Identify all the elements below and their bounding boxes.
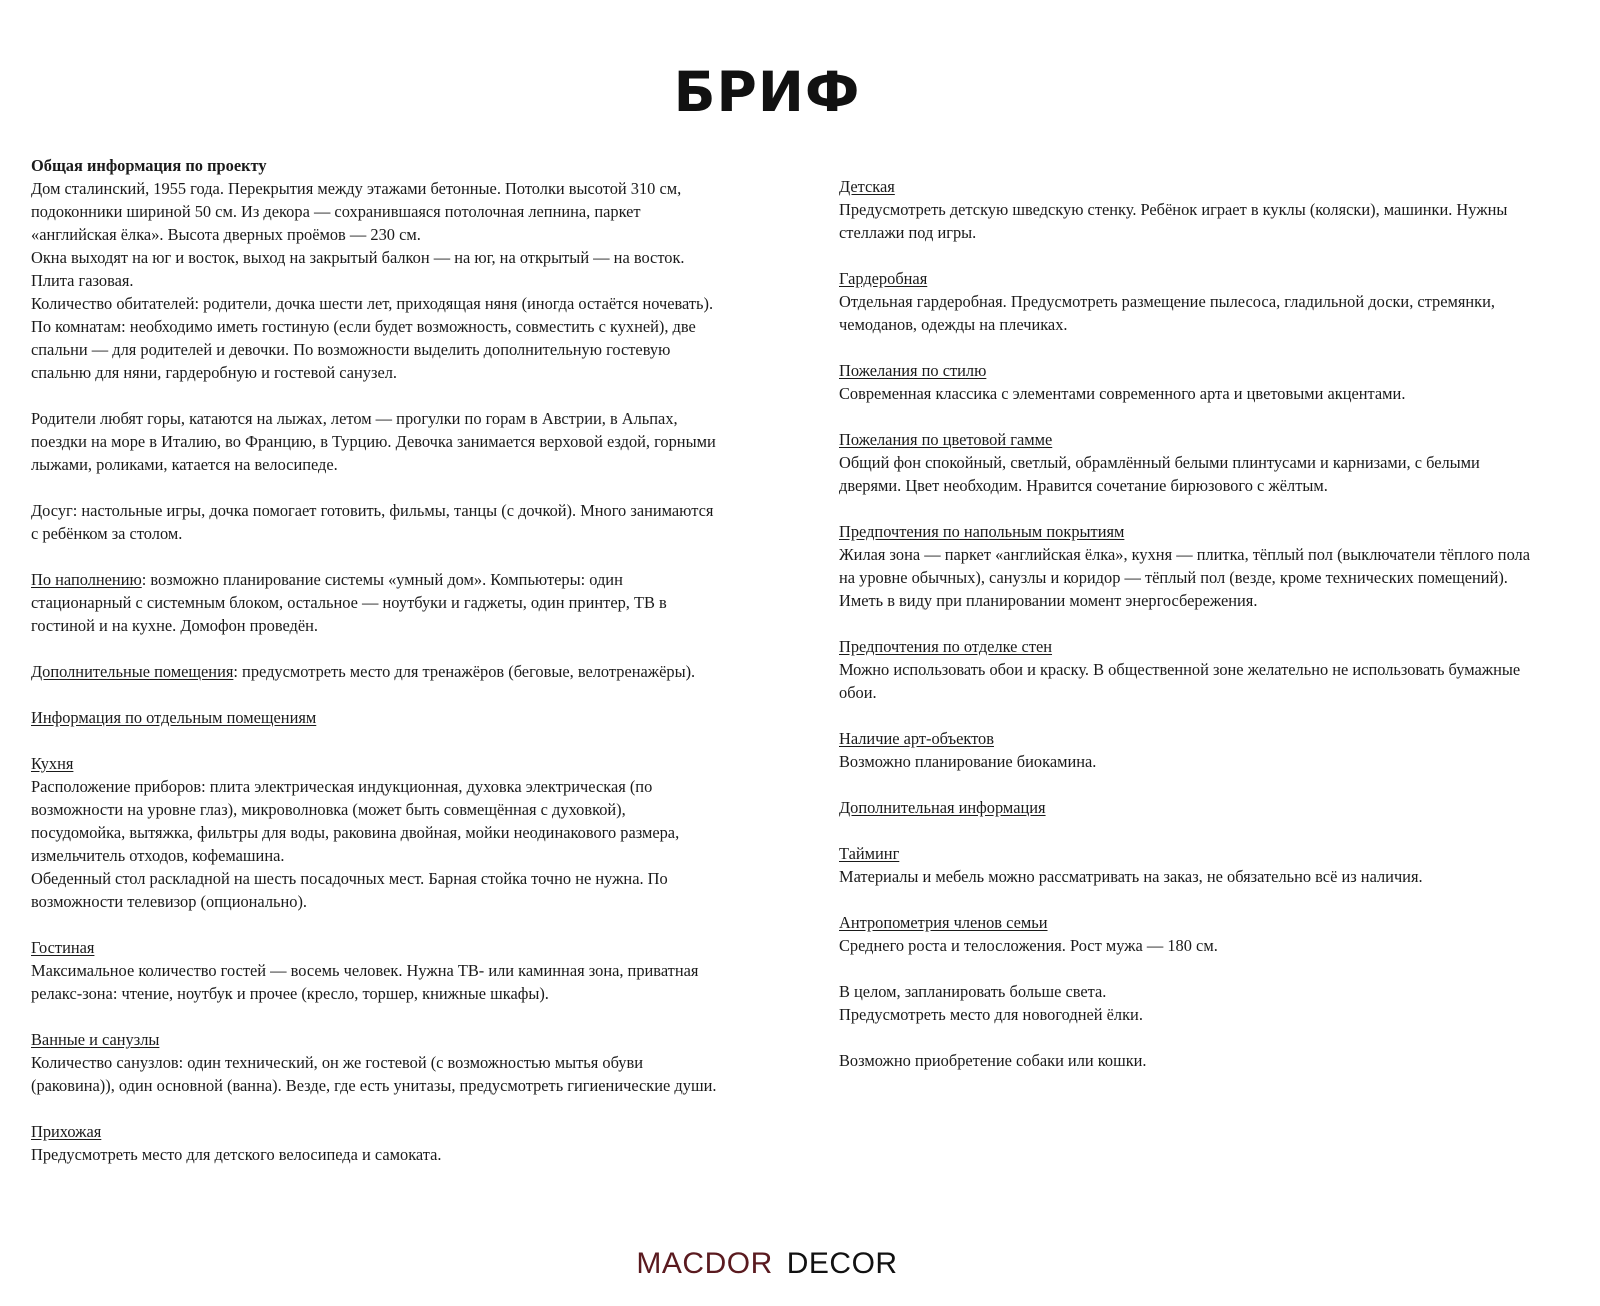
style-section xyxy=(839,359,1589,405)
leisure-line: Досуг: настольные игры, дочка помогает готовить, фильмы, танцы (с дочкой). Много занимаются xyxy=(31,501,714,520)
pets-section xyxy=(839,1049,1589,1072)
wardrobe-line: чемоданов, одежды на плечиках. xyxy=(839,315,1068,334)
kitchen-line: Обеденный стол раскладной на шесть посадочных мест. Барная стойка точно не нужна. По xyxy=(31,869,668,888)
page-title: БРИФ xyxy=(673,59,861,124)
extra-rooms-label: Дополнительные помещения xyxy=(31,662,234,681)
kitchen-heading: Кухня xyxy=(31,754,74,773)
rooms-info-heading: Информация по отдельным помещениям xyxy=(31,708,317,727)
kitchen-section xyxy=(31,752,771,913)
style-heading: Пожелания по стилю xyxy=(839,361,987,380)
kids-line: Предусмотреть детскую шведскую стенку. Ребёнок играет в куклы (коляски), машинки. Нужны xyxy=(839,200,1508,219)
timing-section xyxy=(839,842,1589,888)
art-line: Возможно планирование биокамина. xyxy=(839,752,1097,771)
wardrobe-heading: Гардеробная xyxy=(839,269,928,288)
pets-line: Возможно приобретение собаки или кошки. xyxy=(839,1051,1147,1070)
kitchen-line: Расположение приборов: плита электрическая индукционная, духовка электрическая (по xyxy=(31,777,653,796)
general-info-heading: Общая информация по проекту xyxy=(31,156,267,175)
art-section xyxy=(839,727,1589,773)
general-info-section xyxy=(31,154,771,384)
notes-section xyxy=(839,980,1589,1026)
bathrooms-section xyxy=(31,1028,771,1097)
floors-line: на уровне обычных), санузлы и коридор — тёплый пол (везде, кроме технических помещений). xyxy=(839,568,1508,587)
general-info-line: Окна выходят на юг и восток, выход на закрытый балкон — на юг, на открытый — на восток. xyxy=(31,248,685,267)
right-column xyxy=(839,175,1589,1095)
floors-section xyxy=(839,520,1589,612)
kids-heading: Детская xyxy=(839,177,895,196)
leisure-section xyxy=(31,499,771,545)
logo-word-macdor: MACDOR xyxy=(636,1247,773,1280)
filling-section xyxy=(31,568,771,637)
bathrooms-line: (раковина)), один основной (ванна). Везде, где есть унитазы, предусмотреть гигиенические души. xyxy=(31,1076,717,1095)
anthropometry-line: Среднего роста и телосложения. Рост мужа — 180 см. xyxy=(839,936,1218,955)
walls-heading: Предпочтения по отделке стен xyxy=(839,637,1053,656)
filling-first-line xyxy=(31,568,771,591)
hallway-line: Предусмотреть место для детского велосипеда и самоката. xyxy=(31,1145,442,1164)
bathrooms-heading: Ванные и санузлы xyxy=(31,1030,160,1049)
kitchen-line: измельчитель отходов, кофемашина. xyxy=(31,846,285,865)
wardrobe-line: Отдельная гардеробная. Предусмотреть размещение пылесоса, гладильной доски, стремянки, xyxy=(839,292,1496,311)
hallway-heading: Прихожая xyxy=(31,1122,102,1141)
notes-line: В целом, запланировать больше света. xyxy=(839,982,1107,1001)
colors-heading: Пожелания по цветовой гамме xyxy=(839,430,1053,449)
floors-line: Иметь в виду при планировании момент энергосбережения. xyxy=(839,591,1258,610)
walls-section xyxy=(839,635,1589,704)
hobbies-line: поездки на море в Италию, во Францию, в Турцию. Девочка занимается верховой ездой, горными xyxy=(31,432,716,451)
living-line: Максимальное количество гостей — восемь человек. Нужна ТВ- или каминная зона, приватная xyxy=(31,961,699,980)
leisure-line: с ребёнком за столом. xyxy=(31,524,183,543)
living-section xyxy=(31,936,771,1005)
style-line: Современная классика с элементами современного арта и цветовыми акцентами. xyxy=(839,384,1406,403)
colors-line: дверями. Цвет необходим. Нравится сочетание бирюзового с жёлтым. xyxy=(839,476,1328,495)
hobbies-line: Родители любят горы, катаются на лыжах, летом — прогулки по горам в Австрии, в Альпах, xyxy=(31,409,678,428)
living-heading: Гостиная xyxy=(31,938,95,957)
filling-first-rest: : возможно планирование системы «умный дом». Компьютеры: один xyxy=(141,570,623,589)
filling-line: гостиной и на кухне. Домофон проведён. xyxy=(31,616,319,635)
general-info-line: По комнатам: необходимо иметь гостиную (если будет возможность, совместить с кухней), две xyxy=(31,317,696,336)
kitchen-line: возможности телевизор (опционально). xyxy=(31,892,308,911)
extra-rooms-line xyxy=(31,660,771,683)
kitchen-line: возможности на уровне глаз), микроволновка (может быть совмещённая с духовкой), xyxy=(31,800,626,819)
wardrobe-section xyxy=(839,267,1589,336)
rooms-info-section xyxy=(31,706,771,729)
left-column xyxy=(31,154,771,1189)
general-info-line: спальню для няни, гардеробную и гостевой санузел. xyxy=(31,363,398,382)
anthropometry-section xyxy=(839,911,1589,957)
filling-line: стационарный с системным блоком, остальное — ноутбуки и гаджеты, один принтер, ТВ в xyxy=(31,593,667,612)
extra-rooms-section xyxy=(31,660,771,683)
walls-line: Можно использовать обои и краску. В общественной зоне желательно не использовать бумажные xyxy=(839,660,1521,679)
general-info-line: «английская ёлка». Высота дверных проёмов — 230 см. xyxy=(31,225,421,244)
additional-section xyxy=(839,796,1589,819)
art-heading: Наличие арт-объектов xyxy=(839,729,994,748)
hallway-section xyxy=(31,1120,771,1166)
general-info-line: Дом сталинский, 1955 года. Перекрытия между этажами бетонные. Потолки высотой 310 см, xyxy=(31,179,682,198)
brand-logo xyxy=(0,1246,1534,1282)
living-line: релакс-зона: чтение, ноутбук и прочее (кресло, торшер, книжные шкафы). xyxy=(31,984,549,1003)
notes-line: Предусмотреть место для новогодней ёлки. xyxy=(839,1005,1143,1024)
general-info-line: Плита газовая. xyxy=(31,271,134,290)
extra-rooms-rest: : предусмотреть место для тренажёров (беговые, велотренажёры). xyxy=(233,662,696,681)
general-info-line: спальни — для родителей и девочки. По возможности выделить дополнительную гостевую xyxy=(31,340,671,359)
bathrooms-line: Количество санузлов: один технический, он же гостевой (с возможностью мытья обуви xyxy=(31,1053,644,1072)
timing-line: Материалы и мебель можно рассматривать на заказ, не обязательно всё из наличия. xyxy=(839,867,1423,886)
colors-section xyxy=(839,428,1589,497)
hobbies-line: лыжами, роликами, катается на велосипеде. xyxy=(31,455,338,474)
kids-section xyxy=(839,175,1589,244)
logo-word-decor: DECOR xyxy=(786,1247,898,1280)
kids-line: стеллажи под игры. xyxy=(839,223,977,242)
colors-line: Общий фон спокойный, светлый, обрамлённый белыми плинтусами и карнизами, с белыми xyxy=(839,453,1480,472)
general-info-line: подоконники шириной 50 см. Из декора — сохранившаяся потолочная лепнина, паркет xyxy=(31,202,641,221)
additional-heading: Дополнительная информация xyxy=(839,798,1046,817)
walls-line: обои. xyxy=(839,683,877,702)
anthropometry-heading: Антропометрия членов семьи xyxy=(839,913,1048,932)
floors-line: Жилая зона — паркет «английская ёлка», кухня — плитка, тёплый пол (выключатели тёплого пола xyxy=(839,545,1531,564)
kitchen-line: посудомойка, вытяжка, фильтры для воды, раковина двойная, мойки неодинакового размера, xyxy=(31,823,680,842)
floors-heading: Предпочтения по напольным покрытиям xyxy=(839,522,1125,541)
general-info-line: Количество обитателей: родители, дочка шести лет, приходящая няня (иногда остаётся ночевать). xyxy=(31,294,714,313)
timing-heading: Тайминг xyxy=(839,844,900,863)
filling-label: По наполнению xyxy=(31,570,142,589)
hobbies-section xyxy=(31,407,771,476)
